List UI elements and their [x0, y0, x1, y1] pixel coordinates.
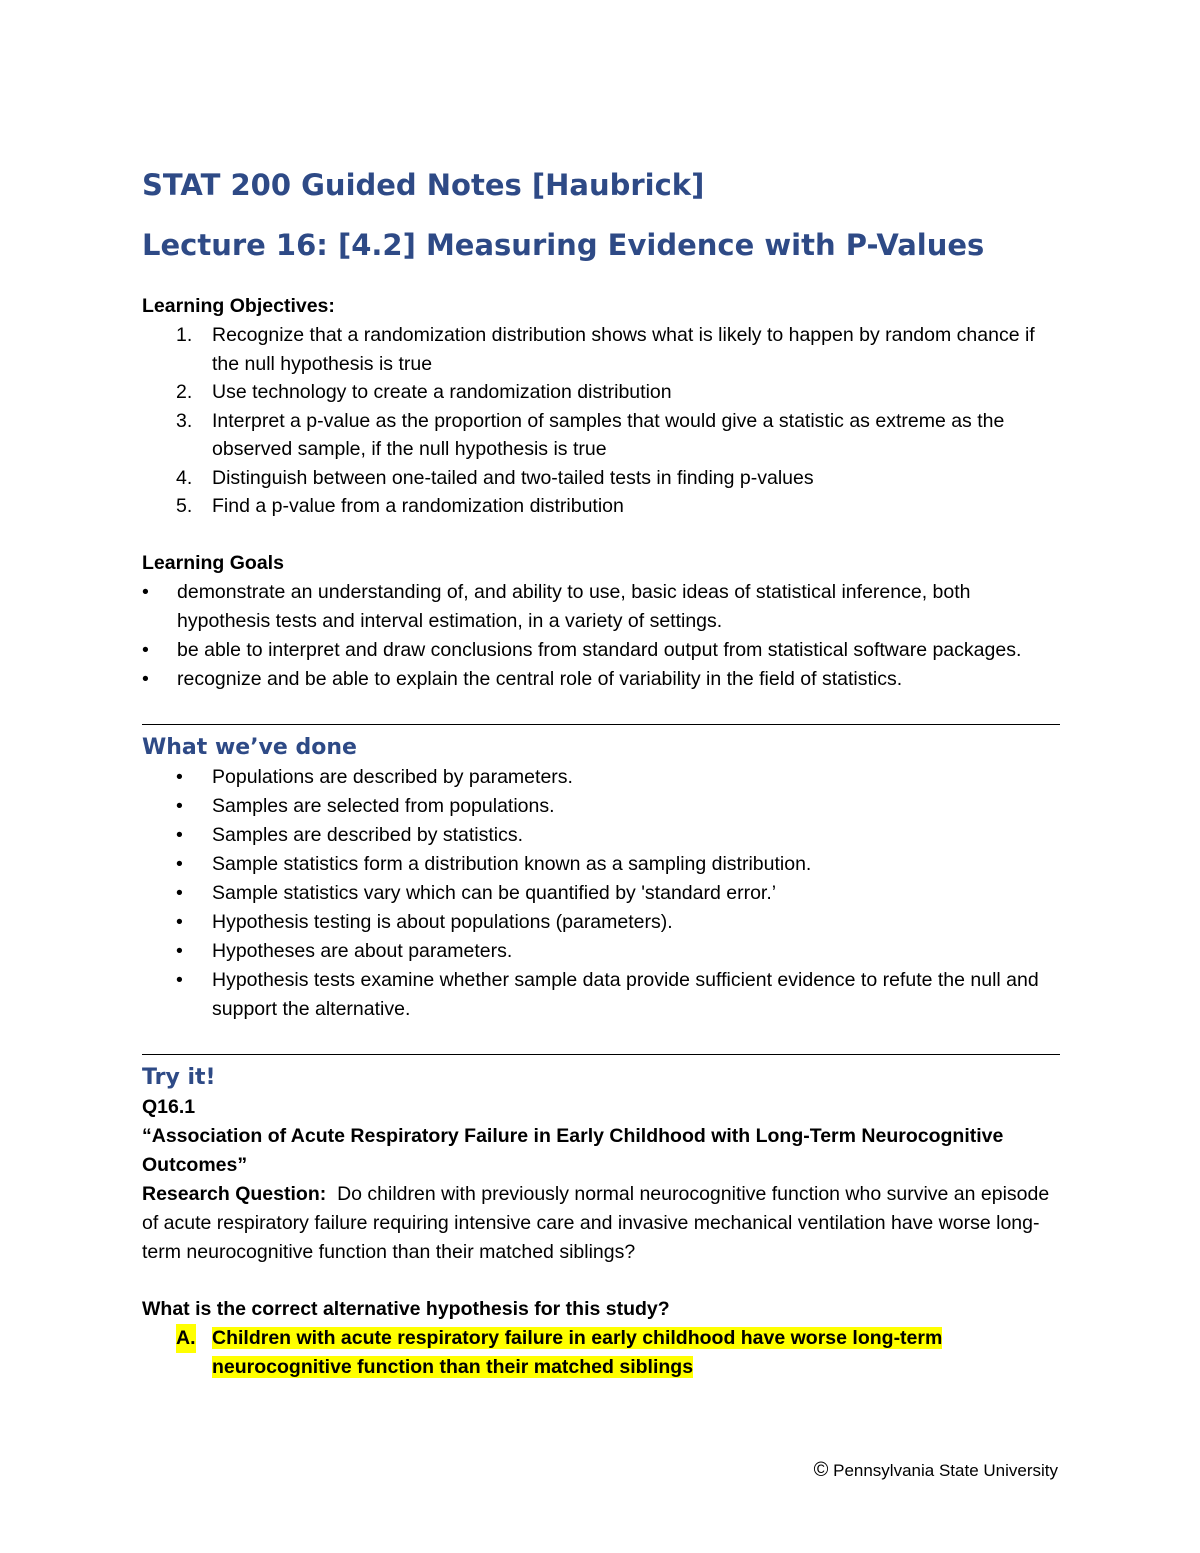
- copyright-owner: Pennsylvania State University: [833, 1461, 1058, 1480]
- list-item: 1. Recognize that a randomization distribution shows what is likely to happen by random chance if the null hypothesis is true: [176, 324, 1035, 375]
- question-id: Q16.1: [142, 1095, 196, 1118]
- bullet-icon: •: [176, 823, 183, 846]
- footer-copyright: [814, 1458, 1058, 1483]
- try-it-heading: Try it!: [142, 1064, 216, 1090]
- list-item: • Populations are described by parameters.: [142, 763, 1060, 792]
- bullet-icon: •: [142, 580, 149, 603]
- study-title: “Association of Acute Respiratory Failure in Early Childhood with Long-Term Neurocognitive Outcomes”: [142, 1124, 1004, 1176]
- list-item: 2. Use technology to create a randomization distribution: [176, 381, 672, 403]
- research-question: [142, 1180, 1060, 1267]
- answer-text: Children with acute respiratory failure in early childhood have worse long-term neurocognitive function than their matched siblings: [212, 1326, 943, 1378]
- list-item: 3. Interpret a p-value as the proportion of samples that would give a statistic as extreme as the observed sample, if the null hypothesis is true: [176, 409, 1005, 460]
- list-item: • Sample statistics vary which can be quantified by 'standard error.’: [142, 879, 1060, 908]
- bullet-icon: •: [176, 881, 183, 904]
- list-item: 4. Distinguish between one-tailed and two-tailed tests in finding p-values: [176, 466, 814, 489]
- objectives-label: Learning Objectives:: [142, 295, 335, 317]
- goals-label: Learning Goals: [142, 551, 284, 574]
- bullet-icon: •: [176, 852, 183, 875]
- bullet-icon: •: [142, 638, 149, 661]
- question-prompt: What is the correct alternative hypothesis for this study?: [142, 1297, 670, 1320]
- bullet-icon: •: [142, 667, 149, 690]
- objectives-list: [142, 321, 1060, 521]
- research-question-label: Research Question:: [142, 1182, 327, 1205]
- goals-list: [142, 578, 1060, 694]
- list-item: • Samples are described by statistics.: [142, 821, 1060, 850]
- list-item: • be able to interpret and draw conclusions from standard output from statistical software packages.: [142, 636, 1060, 665]
- lecture-title: Lecture 16: [4.2] Measuring Evidence with P-Values: [142, 228, 985, 262]
- course-title: STAT 200 Guided Notes [Haubrick]: [142, 168, 705, 202]
- list-item: • recognize and be able to explain the central role of variability in the field of statistics.: [142, 665, 1060, 694]
- done-heading: What we’ve done: [142, 734, 357, 760]
- list-item: • Samples are selected from populations.: [142, 792, 1060, 821]
- list-item: • demonstrate an understanding of, and ability to use, basic ideas of statistical inference, both hypothesis tests and interval estimation, in a variety of settings.: [142, 578, 1060, 636]
- bullet-icon: •: [176, 939, 183, 962]
- bullet-icon: •: [176, 910, 183, 933]
- copyright-icon: ©: [813, 1459, 829, 1481]
- list-item: • Hypothesis testing is about populations (parameters).: [142, 908, 1060, 937]
- research-question-text: Do children with previously normal neurocognitive function who survive an episode of acute respiratory failure requiring intensive care and invasive mechanical ventilation have worse long-term neurocognitive function than their matched siblings?: [142, 1182, 1050, 1263]
- bullet-icon: •: [176, 968, 183, 991]
- page-content: [142, 160, 1060, 1382]
- list-item: • Sample statistics form a distribution known as a sampling distribution.: [142, 850, 1060, 879]
- bullet-icon: •: [176, 765, 183, 788]
- answer-option-a: [142, 1324, 1060, 1382]
- answer-list: [142, 1324, 1060, 1382]
- list-item: • Hypotheses are about parameters.: [142, 937, 1060, 966]
- list-item: 5. Find a p-value from a randomization distribution: [176, 495, 624, 517]
- list-item: • Hypothesis tests examine whether sample data provide sufficient evidence to refute the null and support the alternative.: [142, 966, 1060, 1024]
- done-list: [142, 763, 1060, 1024]
- answer-letter: A.: [176, 1324, 196, 1353]
- bullet-icon: •: [176, 794, 183, 817]
